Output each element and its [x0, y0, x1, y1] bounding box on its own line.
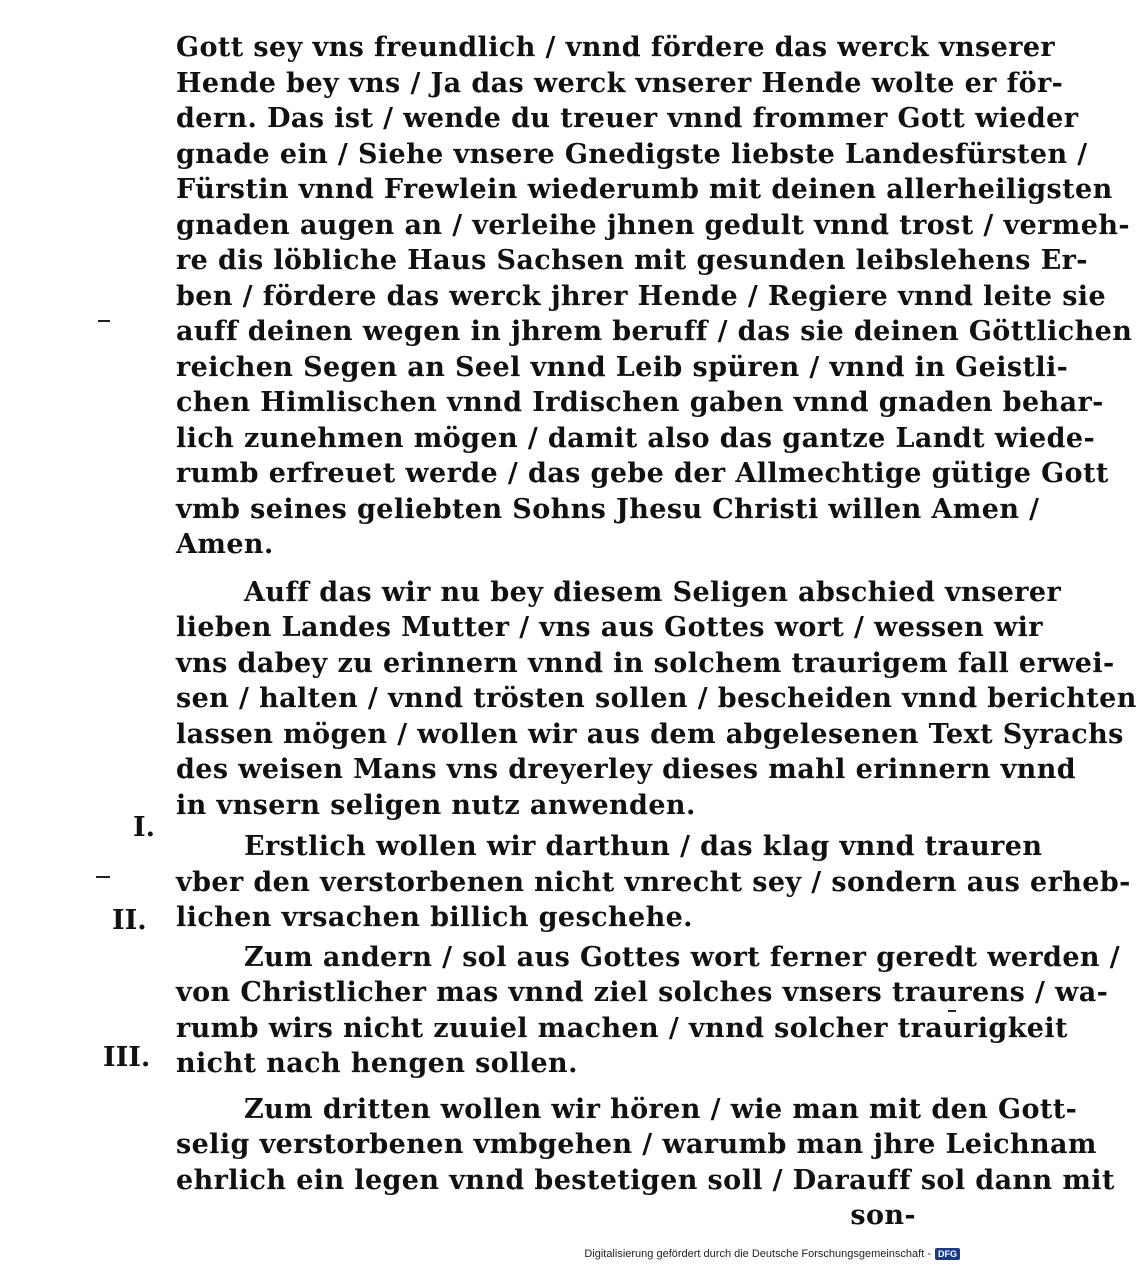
dfg-logo: DFG [935, 1248, 960, 1260]
text-line: von Christlicher mas vnnd ziel solches vnsers traurens / wa- [176, 977, 1109, 1008]
point-3-paragraph [176, 1092, 1115, 1199]
margin-marker-1: I. [133, 812, 156, 843]
text-line: ben / fördere das werck jhrer Hende / Regiere vnnd leite sie [176, 280, 1107, 312]
text-line: lassen mögen / wollen wir aus dem abgelesenen Text Syrachs [176, 718, 1124, 750]
text-line: Gott sey vns freundlich / vnnd fördere das werck vnserer [176, 32, 1056, 63]
text-line: Fürstin vnnd Frewlein wiederumb mit deinen allerheiligsten [176, 174, 1113, 205]
text-line: gnade ein / Siehe vnsere Gnedigste liebste Landesfürsten / [176, 138, 1088, 170]
text-line: chen Himlischen vnnd Irdischen gaben vnnd gnaden behar- [176, 387, 1104, 418]
scan-speck [98, 320, 110, 322]
point-2-paragraph [176, 940, 1120, 1082]
text-line: Zum andern / sol aus Gottes wort ferner geredt werden / [244, 941, 1120, 973]
text-line: sen / halten / vnnd trösten sollen / bescheiden vnnd berichten [176, 683, 1137, 714]
text-line: vns dabey zu erinnern vnnd in solchem traurigem fall erwei- [176, 647, 1115, 679]
text-line: nicht nach hengen sollen. [176, 1048, 578, 1079]
text-line: Hende bey vns / Ja das werck vnserer Hende wolte er för- [176, 67, 1064, 99]
text-line: lich zunehmen mögen / damit also das gantze Landt wiede- [176, 422, 1096, 454]
text-line: reichen Segen an Seel vnnd Leib spüren / vnnd in Geistli- [176, 351, 1069, 383]
catchword: son- [850, 1200, 916, 1231]
text-line: Zum dritten wollen wir hören / wie man mit den Gott- [244, 1093, 1078, 1125]
text-line: dern. Das ist / wende du treuer vnnd frommer Gott wieder [176, 103, 1079, 134]
text-line: Amen. [176, 529, 274, 560]
text-line: lieben Landes Mutter / vns aus Gottes wort / wessen wir [176, 612, 1043, 643]
text-line: in vnsern seligen nutz anwenden. [176, 789, 696, 821]
text-line: vmb seines geliebten Sohns Jhesu Christi willen Amen / [176, 493, 1040, 525]
footer-text: Digitalisierung gefördert durch die Deutsche Forschungsgemeinschaft - [584, 1248, 931, 1260]
text-line: rumb wirs nicht zuuiel machen / vnnd solcher traurigkeit [176, 1012, 1068, 1044]
paragraph-2 [176, 575, 1137, 824]
scan-speck [96, 876, 110, 878]
text-line: Auff das wir nu bey diesem Seligen abschied vnserer [244, 576, 1062, 608]
text-line: Erstlich wollen wir darthun / das klag vnnd trauren [244, 831, 1043, 862]
text-line: lichen vrsachen billich geschehe. [176, 902, 693, 933]
text-line: gnaden augen an / verleihe jhnen gedult vnnd trost / vermeh- [176, 209, 1130, 241]
text-line: selig verstorbenen vmbgehen / warumb man jhre Leichnam [176, 1129, 1097, 1160]
footer-credit [584, 1248, 960, 1260]
paragraph-1 [176, 30, 1133, 563]
scan-speck [948, 1010, 956, 1012]
margin-marker-3: III. [103, 1042, 151, 1073]
text-line: re dis löbliche Haus Sachsen mit gesunden leibslehens Er- [176, 245, 1088, 276]
point-1-paragraph [176, 829, 1131, 936]
text-line: des weisen Mans vns dreyerley dieses mahl erinnern vnnd [176, 754, 1077, 785]
text-line: vber den verstorbenen nicht vnrecht sey / sondern aus erheb- [176, 866, 1131, 898]
margin-marker-2: II. [112, 905, 147, 936]
text-line: rumb erfreuet werde / das gebe der Allmechtige gütige Gott [176, 458, 1109, 489]
text-block [176, 30, 1137, 1234]
text-line: ehrlich ein legen vnnd bestetigen soll / Darauff sol dann mit [176, 1164, 1115, 1196]
text-line: auff deinen wegen in jhrem beruff / das sie deinen Göttlichen [176, 316, 1133, 347]
